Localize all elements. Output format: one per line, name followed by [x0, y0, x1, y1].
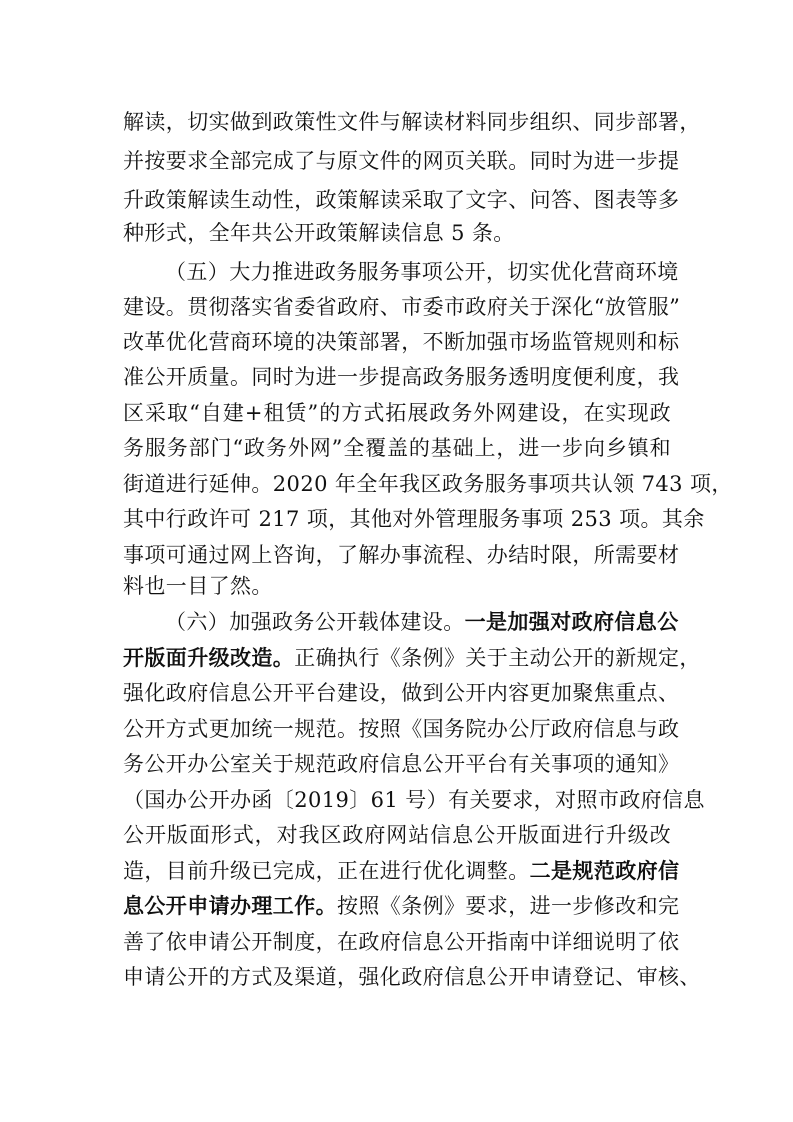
text-run: 料也一目了然。	[123, 574, 273, 598]
body-line	[123, 889, 680, 923]
text-run: 并按要求全部完成了与原文件的网页关联。同时为进一步提	[123, 149, 680, 173]
body-line	[123, 396, 671, 430]
body-line	[123, 431, 671, 465]
body-line	[123, 783, 705, 817]
text-run: 街道进行延伸。2020 年全年我区政务服务事项共认领 743 项，	[123, 472, 733, 496]
text-run: 善了依申请公开制度，在政府信息公开指南中详细说明了依	[123, 930, 680, 954]
text-run: 申请公开的方式及渠道，强化政府信息公开申请登记、审核、	[123, 965, 701, 989]
body-line	[123, 818, 671, 852]
text-run: 改革优化营商环境的决策部署，不断加强市场监管规则和标	[123, 330, 680, 354]
bold-text-run: 息公开申请办理工作。	[123, 893, 337, 918]
body-line	[123, 105, 701, 139]
text-run: 造，目前升级已完成，正在进行优化调整。	[123, 859, 530, 883]
body-line	[123, 747, 680, 781]
body-line	[123, 467, 733, 501]
text-run: 准公开质量。同时为进一步提高政务服务透明度便利度，我	[123, 365, 680, 389]
text-run: 事项可通过网上咨询，了解办事流程、办结时限，所需要材	[123, 543, 680, 567]
body-line	[123, 144, 680, 178]
text-run: （国办公开办函〔2019〕61 号）有关要求，对照市政府信息	[123, 788, 705, 812]
body-line	[123, 216, 671, 250]
body-line	[123, 290, 681, 324]
text-run: 公开版面形式，对我区政府网站信息公开版面进行升级改	[123, 823, 671, 847]
text-run: （六）加强政务公开载体建设。	[165, 610, 465, 634]
text-run: 按照《条例》要求，进一步修改和完	[337, 894, 680, 918]
section-heading-line	[165, 255, 679, 289]
body-line	[123, 569, 671, 603]
text-run: 解读，切实做到政策性文件与解读材料同步组织、同步部署，	[123, 110, 701, 134]
bold-text-run: 开版面升级改造。	[123, 645, 295, 670]
body-line	[123, 183, 680, 217]
text-run: 正确执行《条例》关于主动公开的新规定，	[294, 646, 701, 670]
body-line	[123, 676, 680, 710]
body-line	[123, 960, 701, 994]
body-line	[123, 641, 701, 675]
text-run: 务公开办公室关于规范政府信息公开平台有关事项的通知》	[123, 752, 680, 776]
body-line	[123, 854, 680, 888]
body-line	[123, 925, 680, 959]
text-run: 公开方式更加统一规范。按照《国务院办公厅政府信息与政	[123, 717, 680, 741]
section-heading-line	[165, 605, 679, 639]
text-run: 升政策解读生动性，政策解读采取了文字、问答、图表等多	[123, 188, 680, 212]
text-run: 务服务部门“政务外网”全覆盖的基础上，进一步向乡镇和	[123, 436, 671, 460]
text-run: 种形式，全年共公开政策解读信息 5 条。	[123, 221, 515, 245]
body-line	[123, 325, 680, 359]
text-run: 强化政府信息公开平台建设，做到公开内容更加聚焦重点、	[123, 681, 680, 705]
text-run: （五）大力推进政务服务事项公开，切实优化营商环境	[165, 260, 679, 284]
body-line	[123, 502, 705, 536]
body-line	[123, 712, 680, 746]
body-line	[123, 360, 680, 394]
bold-text-run: 二是规范政府信	[529, 858, 680, 883]
bold-text-run: 一是加强对政府信息公	[464, 609, 679, 634]
text-run: 区采取“自建+租赁”的方式拓展政务外网建设，在实现政	[123, 401, 671, 425]
text-run: 其中行政许可 217 项，其他对外管理服务事项 253 项。其余	[123, 507, 705, 531]
body-line	[123, 538, 680, 572]
text-run: 建设。贯彻落实省委省政府、市委市政府关于深化“放管服”	[123, 295, 681, 319]
